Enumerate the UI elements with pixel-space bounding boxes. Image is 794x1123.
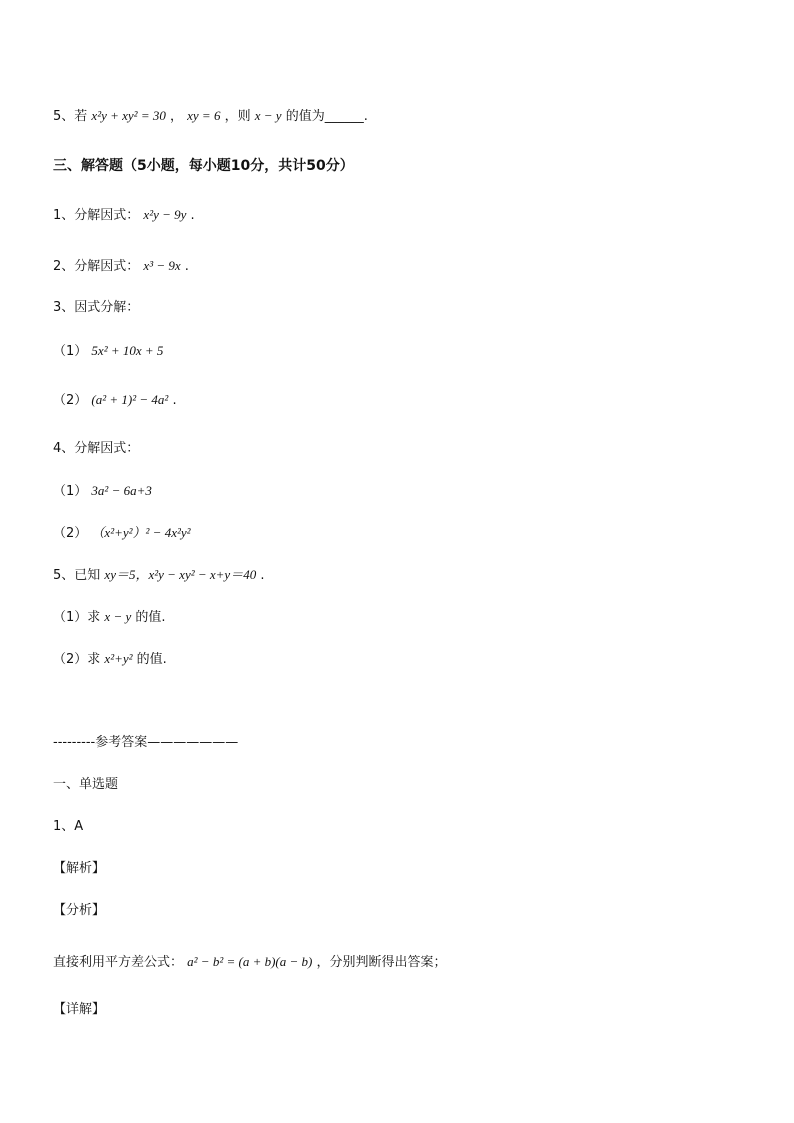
problem-3-part-2 xyxy=(53,390,177,411)
problem-5-2-suffix: 的值. xyxy=(136,652,167,667)
q5-equation-3: x − y xyxy=(254,108,282,123)
problem-4-1-prefix: （1） xyxy=(53,484,88,499)
problem-3-1-prefix: （1） xyxy=(53,344,88,359)
problem-5-1-prefix: （1）求 xyxy=(53,610,101,625)
problem-3-2-math: (a² + 1)² − 4a² xyxy=(91,392,169,407)
problem-3-1-math: 5x² + 10x + 5 xyxy=(91,343,164,358)
problem-2-math: x³ − 9x xyxy=(143,258,181,273)
problem-3: 3、因式分解： xyxy=(53,300,140,315)
problem-5-2-prefix: （2）求 xyxy=(53,652,101,667)
problem-5-1-suffix: 的值. xyxy=(135,610,166,625)
problem-1 xyxy=(53,205,195,226)
q5-separator-1: ， xyxy=(169,109,183,124)
problem-1-prefix: 1、分解因式： xyxy=(53,208,140,223)
problem-4-1-math: 3a² − 6a+3 xyxy=(91,483,152,498)
jiexi-heading: 【解析】 xyxy=(53,861,106,876)
problem-5 xyxy=(53,565,264,586)
problem-2-prefix: 2、分解因式： xyxy=(53,259,140,274)
q5-equation-2: xy = 6 xyxy=(187,108,221,123)
problem-5-prefix: 5、已知 xyxy=(53,568,101,583)
problem-4: 4、分解因式： xyxy=(53,441,140,456)
problem-1-suffix: . xyxy=(190,208,195,223)
xiangjie-heading: 【详解】 xyxy=(53,1002,106,1017)
formula-prefix: 直接利用平方差公式： xyxy=(53,955,184,970)
problem-3-2-suffix: . xyxy=(172,393,177,408)
problem-5-part-1 xyxy=(53,607,166,628)
formula-math: a² − b² = (a + b)(a − b) xyxy=(187,954,313,969)
answer-1: 1、A xyxy=(53,819,84,834)
problem-2 xyxy=(53,256,189,277)
q5-suffix: 的值为______. xyxy=(285,109,368,124)
answer-divider: ---------参考答案——————— xyxy=(53,735,239,750)
problem-3-part-1 xyxy=(53,341,163,362)
section-3-title: 三、解答题（5小题，每小题10分，共计50分） xyxy=(53,158,354,174)
answer-section-1-title: 一、单选题 xyxy=(53,777,119,792)
problem-4-2-math: （x²+y²）² − 4x²y² xyxy=(91,525,191,540)
problem-5-part-2 xyxy=(53,649,167,670)
problem-5-1-math: x − y xyxy=(104,609,132,624)
question-5-fill-blank xyxy=(53,106,368,127)
problem-4-part-1 xyxy=(53,481,152,502)
problem-5-math: xy＝5，x²y − xy² − x+y＝40 xyxy=(104,567,257,582)
problem-1-math: x²y − 9y xyxy=(143,207,187,222)
problem-5-suffix: . xyxy=(260,568,265,583)
problem-2-suffix: . xyxy=(184,259,189,274)
problem-5-2-math: x²+y² xyxy=(104,651,133,666)
problem-4-part-2 xyxy=(53,523,191,544)
problem-3-2-prefix: （2） xyxy=(53,393,88,408)
q5-separator-2: ，则 xyxy=(224,109,251,124)
q5-prefix: 5、若 xyxy=(53,109,88,124)
q5-equation-1: x²y + xy² = 30 xyxy=(91,108,166,123)
fenxi-heading: 【分析】 xyxy=(53,903,106,918)
formula-suffix: ，分别判断得出答案； xyxy=(316,955,447,970)
formula-explanation xyxy=(53,952,447,973)
problem-4-2-prefix: （2） xyxy=(53,526,88,541)
